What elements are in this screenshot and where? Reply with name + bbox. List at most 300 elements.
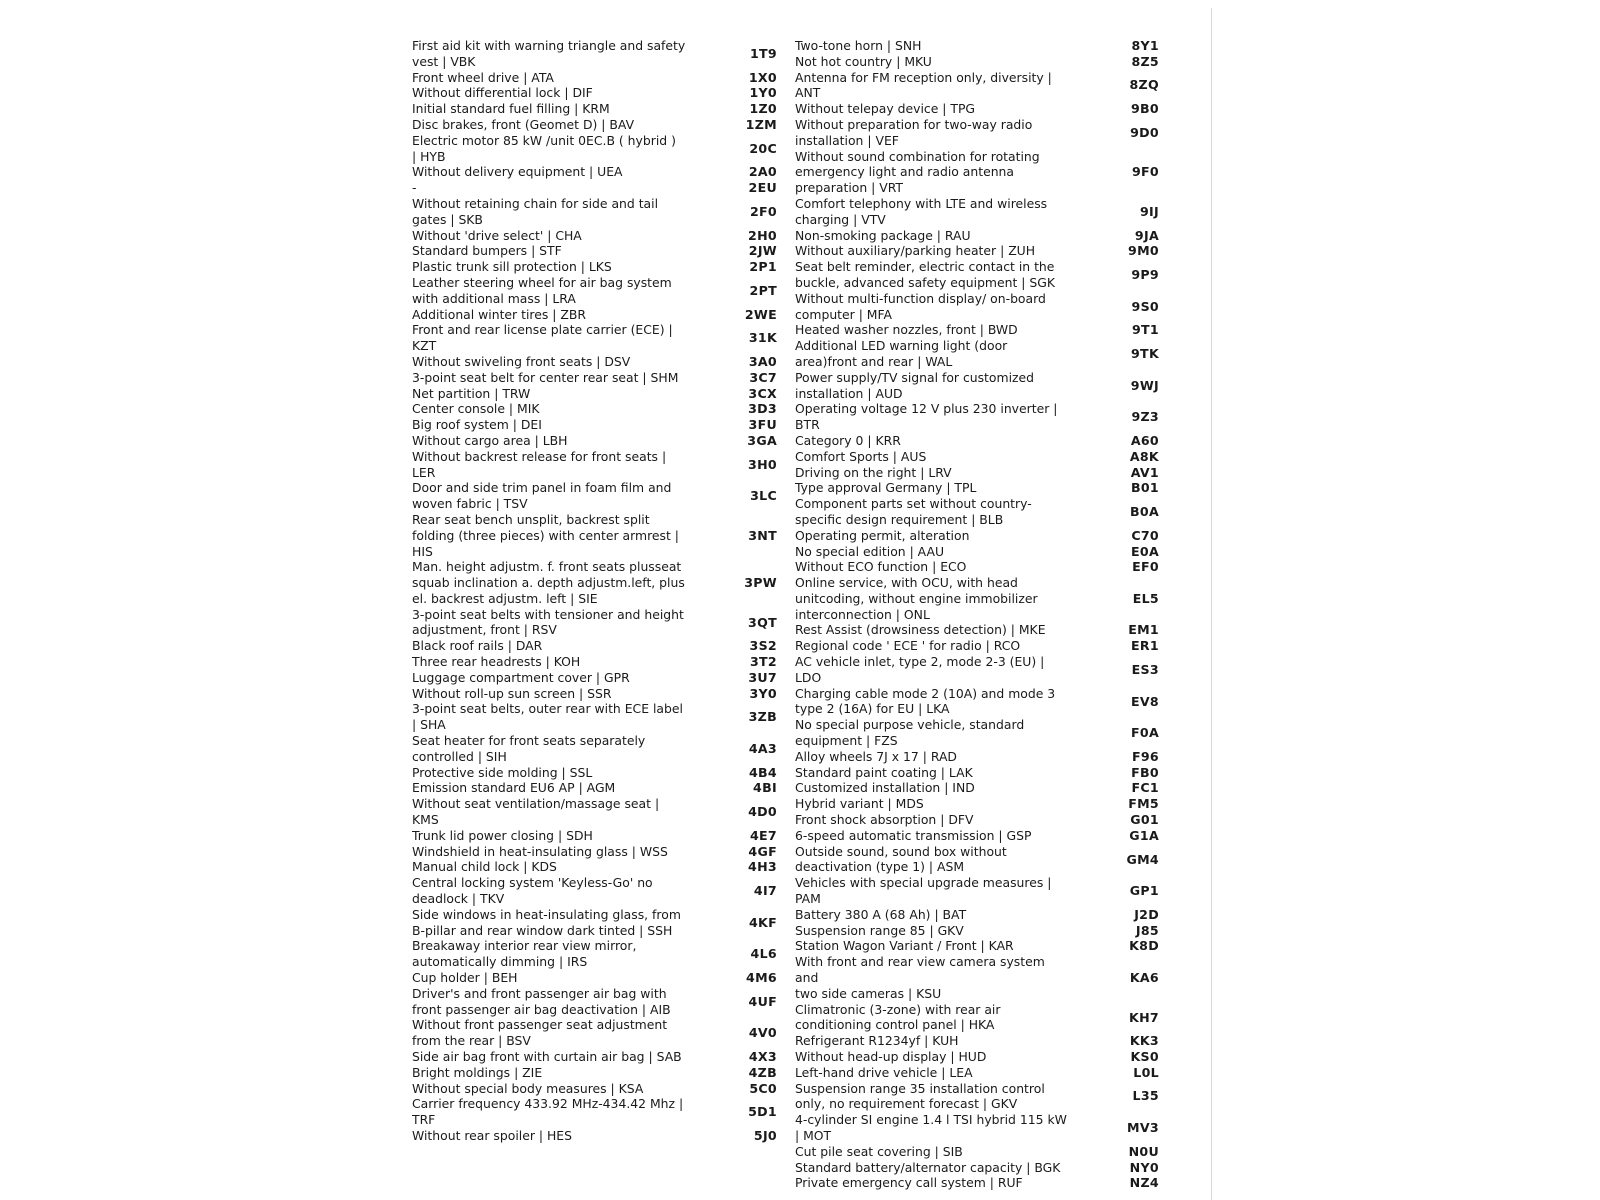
equipment-row <box>795 1160 1167 1176</box>
equipment-code: J2D <box>1134 906 1159 922</box>
equipment-description: Operating voltage 12 V plus 230 inverter | BTR <box>795 401 1058 433</box>
equipment-code: ES3 <box>1131 661 1159 677</box>
equipment-description: Without front passenger seat adjustment from the rear | BSV <box>412 1017 668 1049</box>
equipment-description: Charging cable mode 2 (10A) and mode 3 type 2 (16A) for EU | LKA <box>795 685 1056 717</box>
equipment-row <box>795 654 1167 686</box>
equipment-description: 6-speed automatic transmission | GSP <box>795 827 1032 843</box>
equipment-row <box>412 449 787 481</box>
equipment-description: Initial standard fuel filling | KRM <box>412 101 610 117</box>
equipment-row <box>795 780 1167 796</box>
equipment-code: EM1 <box>1128 622 1159 638</box>
equipment-row <box>412 844 787 860</box>
equipment-description: Luggage compartment cover | GPR <box>412 669 630 685</box>
equipment-description: Power supply/TV signal for customized installation | AUD <box>795 369 1035 401</box>
equipment-code: 3LC <box>750 488 777 504</box>
equipment-code: 4I7 <box>753 883 777 899</box>
equipment-description: Not hot country | MKU <box>795 53 932 69</box>
equipment-row <box>795 938 1167 954</box>
equipment-description: Front wheel drive | ATA <box>412 69 554 85</box>
equipment-row <box>412 275 787 307</box>
equipment-row <box>795 338 1167 370</box>
equipment-code: B01 <box>1130 480 1159 496</box>
equipment-description: Battery 380 A (68 Ah) | BAT <box>795 906 967 922</box>
equipment-row <box>795 1065 1167 1081</box>
equipment-description: 3-point seat belt for center rear seat | SHM <box>412 369 679 385</box>
equipment-code: 1T9 <box>749 45 777 61</box>
equipment-row <box>795 228 1167 244</box>
equipment-description: Online service, with OCU, with head unitcoding, without engine immobilizer interconnection | ONL <box>795 575 1038 622</box>
equipment-row <box>412 654 787 670</box>
equipment-description: Emission standard EU6 AP | AGM <box>412 780 616 796</box>
equipment-row <box>795 954 1167 1001</box>
equipment-code: 3FU <box>748 417 777 433</box>
equipment-row <box>412 559 787 606</box>
equipment-code: 8Y1 <box>1131 38 1159 53</box>
equipment-code: 3Y0 <box>749 685 777 701</box>
equipment-row <box>795 622 1167 638</box>
equipment-row <box>412 180 787 196</box>
equipment-code: 2H0 <box>748 227 777 243</box>
equipment-description: Heated washer nozzles, front | BWD <box>795 322 1018 338</box>
equipment-row <box>412 164 787 180</box>
equipment-row <box>412 938 787 970</box>
equipment-description: Protective side molding | SSL <box>412 764 593 780</box>
equipment-row <box>412 101 787 117</box>
equipment-code: 2WE <box>744 306 777 322</box>
equipment-description: Private emergency call system | RUF <box>795 1175 1023 1191</box>
equipment-code: 1Y0 <box>749 85 777 101</box>
equipment-code: 2F0 <box>749 203 777 219</box>
equipment-row <box>795 559 1167 575</box>
equipment-row <box>412 370 787 386</box>
equipment-description: Standard battery/alternator capacity | BGK <box>795 1159 1061 1175</box>
equipment-row <box>412 1096 787 1128</box>
equipment-description: Plastic trunk sill protection | LKS <box>412 259 612 275</box>
equipment-row <box>412 670 787 686</box>
equipment-description: Man. height adjustm. f. front seats plusseat squab inclination a. depth adjustm.left, plus el. backrest adjustm. left | SIE <box>412 559 685 606</box>
equipment-row <box>412 828 787 844</box>
equipment-row <box>795 749 1167 765</box>
equipment-description: Two-tone horn | SNH <box>795 38 922 53</box>
equipment-row <box>412 133 787 165</box>
equipment-code: 9B0 <box>1130 101 1159 117</box>
equipment-code: 5D1 <box>748 1104 777 1120</box>
equipment-code: E0A <box>1130 543 1159 559</box>
equipment-code: 2JW <box>748 243 777 259</box>
equipment-description: Comfort telephony with LTE and wireless charging | VTV <box>795 195 1048 227</box>
equipment-row <box>795 544 1167 560</box>
equipment-code: 4D0 <box>748 804 777 820</box>
equipment-description: Seat heater for front seats separately controlled | SIH <box>412 733 646 764</box>
equipment-code: 9JA <box>1134 227 1159 243</box>
equipment-description: Door and side trim panel in foam film and woven fabric | TSV <box>412 480 672 512</box>
equipment-description: Breakaway interior rear view mirror, automatically dimming | IRS <box>412 938 637 970</box>
equipment-row <box>412 986 787 1018</box>
equipment-row <box>795 322 1167 338</box>
equipment-code: F96 <box>1131 748 1159 764</box>
equipment-row <box>795 923 1167 939</box>
equipment-description: Without 'drive select' | CHA <box>412 227 582 243</box>
equipment-code: 3PW <box>744 575 777 591</box>
equipment-code: FC1 <box>1131 780 1159 796</box>
equipment-description: Comfort Sports | AUS <box>795 448 927 464</box>
equipment-description: - <box>412 180 417 196</box>
equipment-code: 1X0 <box>748 69 777 85</box>
equipment-code: K8D <box>1129 938 1159 954</box>
equipment-row <box>795 828 1167 844</box>
page-edge-divider <box>1211 8 1212 1200</box>
equipment-description: AC vehicle inlet, type 2, mode 2-3 (EU) | LDO <box>795 654 1045 685</box>
equipment-code: F0A <box>1130 725 1159 741</box>
equipment-row <box>412 512 787 559</box>
equipment-row <box>795 70 1167 102</box>
equipment-code: A8K <box>1129 448 1159 464</box>
equipment-description: Without backrest release for front seats | LER <box>412 448 667 480</box>
equipment-row <box>412 322 787 354</box>
equipment-row <box>412 686 787 702</box>
equipment-row <box>795 796 1167 812</box>
equipment-row <box>795 465 1167 481</box>
equipment-code: 9F0 <box>1131 164 1159 180</box>
equipment-description: With front and rear view camera system and two side cameras | KSU <box>795 954 1045 1001</box>
equipment-code: G01 <box>1130 812 1159 828</box>
equipment-code: 4A3 <box>748 740 777 756</box>
equipment-code: 3CX <box>748 385 777 401</box>
equipment-row <box>412 70 787 86</box>
equipment-row <box>795 528 1167 544</box>
equipment-code: 4M6 <box>746 970 777 986</box>
equipment-description: Seat belt reminder, electric contact in the buckle, advanced safety equipment | SGK <box>795 259 1055 290</box>
equipment-row <box>795 370 1167 402</box>
equipment-code: L35 <box>1132 1088 1159 1104</box>
equipment-description: Three rear headrests | KOH <box>412 654 581 670</box>
equipment-description: Component parts set without country- specific design requirement | BLB <box>795 496 1032 527</box>
equipment-code: 5J0 <box>753 1127 777 1143</box>
equipment-code: G1A <box>1129 827 1159 843</box>
equipment-description: Electric motor 85 kW /unit 0EC.B ( hybrid ) | HYB <box>412 132 676 164</box>
equipment-row <box>412 875 787 907</box>
equipment-row <box>795 196 1167 228</box>
equipment-row <box>795 1002 1167 1034</box>
equipment-list-left-column <box>412 38 787 1144</box>
equipment-description: Type approval Germany | TPL <box>795 480 977 496</box>
equipment-row <box>412 1049 787 1065</box>
equipment-row <box>412 733 787 765</box>
equipment-description: Center console | MIK <box>412 401 540 417</box>
equipment-description: Without ECO function | ECO <box>795 559 967 575</box>
equipment-row <box>795 480 1167 496</box>
equipment-code: 2P1 <box>749 259 777 275</box>
equipment-description: Side windows in heat-insulating glass, from B-pillar and rear window dark tinted | SSH <box>412 906 681 938</box>
equipment-description: Suspension range 85 | GKV <box>795 922 964 938</box>
equipment-row <box>412 228 787 244</box>
equipment-description: Without head-up display | HUD <box>795 1049 987 1064</box>
equipment-row <box>412 117 787 133</box>
equipment-row <box>795 401 1167 433</box>
equipment-description: Operating permit, alteration <box>795 527 970 543</box>
equipment-code: 3A0 <box>748 353 777 369</box>
equipment-row <box>412 780 787 796</box>
equipment-description: No special purpose vehicle, standard equipment | FZS <box>795 717 1025 749</box>
equipment-description: Alloy wheels 7J x 17 | RAD <box>795 748 957 764</box>
equipment-description: Vehicles with special upgrade measures | PAM <box>795 875 1052 907</box>
equipment-code: 2EU <box>748 180 777 196</box>
equipment-row <box>795 1033 1167 1049</box>
equipment-description: Without swiveling front seats | DSV <box>412 353 631 369</box>
equipment-code: 9M0 <box>1128 243 1159 259</box>
equipment-code: 4GF <box>748 843 777 859</box>
equipment-row <box>412 386 787 402</box>
equipment-description: Climatronic (3-zone) with rear air conditioning control panel | HKA <box>795 1001 1001 1033</box>
equipment-description: Regional code ' ECE ' for radio | RCO <box>795 638 1021 654</box>
equipment-row <box>412 701 787 733</box>
equipment-code: 4L6 <box>750 946 777 962</box>
equipment-description: Without multi-function display/ on-board computer | MFA <box>795 290 1046 322</box>
equipment-code: 3C7 <box>749 369 777 385</box>
equipment-code: MV3 <box>1127 1120 1159 1136</box>
equipment-description: Additional LED warning light (door area)front and rear | WAL <box>795 338 1008 369</box>
equipment-description: Cup holder | BEH <box>412 970 518 986</box>
equipment-description: Outside sound, sound box without deactivation (type 1) | ASM <box>795 843 1007 875</box>
equipment-row <box>412 638 787 654</box>
equipment-code: EV8 <box>1130 693 1159 709</box>
equipment-row <box>795 1112 1167 1144</box>
equipment-description: Standard bumpers | STF <box>412 243 562 259</box>
equipment-description: Net partition | TRW <box>412 385 531 401</box>
equipment-row <box>795 686 1167 718</box>
equipment-description: Station Wagon Variant / Front | KAR <box>795 938 1014 954</box>
equipment-code: 2PT <box>749 282 777 298</box>
equipment-code: 9Z3 <box>1131 409 1159 425</box>
equipment-description: Leather steering wheel for air bag system with additional mass | LRA <box>412 274 672 306</box>
equipment-description: Without cargo area | LBH <box>412 432 568 448</box>
equipment-code: EL5 <box>1132 590 1159 606</box>
equipment-description: Without telepay device | TPG <box>795 101 976 117</box>
equipment-row <box>795 717 1167 749</box>
equipment-code: KS0 <box>1130 1049 1159 1064</box>
equipment-description: Antenna for FM reception only, diversity | ANT <box>795 69 1052 101</box>
equipment-row <box>795 907 1167 923</box>
equipment-row <box>795 1049 1167 1065</box>
equipment-code: A60 <box>1130 432 1159 448</box>
equipment-code: 4B4 <box>748 764 777 780</box>
equipment-row <box>412 433 787 449</box>
equipment-row <box>412 417 787 433</box>
equipment-description: Left-hand drive vehicle | LEA <box>795 1064 973 1080</box>
equipment-row <box>795 117 1167 149</box>
equipment-row <box>795 449 1167 465</box>
equipment-code: GP1 <box>1129 883 1159 899</box>
equipment-description: Standard paint coating | LAK <box>795 764 973 780</box>
equipment-row <box>795 496 1167 528</box>
equipment-description: Disc brakes, front (Geomet D) | BAV <box>412 116 635 132</box>
equipment-row <box>412 196 787 228</box>
equipment-code: 3S2 <box>749 638 777 654</box>
equipment-row <box>412 1065 787 1081</box>
equipment-description: Without seat ventilation/massage seat | KMS <box>412 796 660 828</box>
equipment-code: GM4 <box>1126 851 1159 867</box>
equipment-code: 4E7 <box>749 827 777 843</box>
equipment-row <box>412 970 787 986</box>
equipment-row <box>412 480 787 512</box>
equipment-row <box>795 812 1167 828</box>
equipment-description: Trunk lid power closing | SDH <box>412 827 593 843</box>
equipment-code: 2A0 <box>748 164 777 180</box>
equipment-row <box>412 307 787 323</box>
equipment-code: 4ZB <box>748 1064 777 1080</box>
equipment-code: KA6 <box>1129 970 1159 986</box>
equipment-description: Manual child lock | KDS <box>412 859 557 875</box>
equipment-description: Without retaining chain for side and tail gates | SKB <box>412 195 659 227</box>
equipment-row <box>795 875 1167 907</box>
equipment-description: Non-smoking package | RAU <box>795 227 971 243</box>
equipment-row <box>412 765 787 781</box>
equipment-code: 3GA <box>747 432 777 448</box>
equipment-code: 3H0 <box>748 456 777 472</box>
equipment-code: KH7 <box>1129 1009 1159 1025</box>
equipment-description: 4-cylinder SI engine 1.4 l TSI hybrid 115 kW | MOT <box>795 1112 1067 1143</box>
equipment-description: Carrier frequency 433.92 MHz-434.42 Mhz | TRF <box>412 1096 684 1128</box>
equipment-code: 5C0 <box>749 1080 777 1096</box>
equipment-description: Without delivery equipment | UEA <box>412 164 623 180</box>
equipment-code: 4X3 <box>748 1049 777 1064</box>
equipment-code: 9IJ <box>1139 203 1159 219</box>
equipment-code: FM5 <box>1128 796 1159 812</box>
equipment-code: 9D0 <box>1130 124 1159 140</box>
equipment-description: Additional winter tires | ZBR <box>412 306 586 322</box>
equipment-code: N0U <box>1128 1143 1159 1159</box>
equipment-code: KK3 <box>1129 1033 1159 1049</box>
equipment-code: 3ZB <box>748 709 777 725</box>
equipment-list-right-column <box>795 38 1167 1191</box>
equipment-code: L0L <box>1133 1064 1159 1080</box>
equipment-row <box>795 243 1167 259</box>
equipment-row <box>795 101 1167 117</box>
equipment-row <box>795 638 1167 654</box>
equipment-row <box>412 259 787 275</box>
equipment-row <box>795 844 1167 876</box>
equipment-code: B0A <box>1129 504 1159 519</box>
equipment-code: 9P9 <box>1131 267 1159 283</box>
equipment-description: No special edition | AAU <box>795 543 945 559</box>
equipment-description: Without rear spoiler | HES <box>412 1127 573 1143</box>
equipment-code: EF0 <box>1132 559 1159 575</box>
equipment-row <box>795 54 1167 70</box>
equipment-description: Without roll-up sun screen | SSR <box>412 685 612 701</box>
equipment-row <box>412 796 787 828</box>
equipment-description: Without sound combination for rotating emergency light and radio antenna preparation | VRT <box>795 148 1040 196</box>
equipment-code: ER1 <box>1131 638 1159 654</box>
equipment-code: C70 <box>1131 527 1159 543</box>
equipment-description: Driving on the right | LRV <box>795 464 952 480</box>
equipment-description: Front and rear license plate carrier (ECE) | KZT <box>412 322 673 354</box>
equipment-row <box>795 38 1167 54</box>
equipment-description: Front shock absorption | DFV <box>795 812 974 828</box>
equipment-code: AV1 <box>1130 464 1159 480</box>
equipment-description: Side air bag front with curtain air bag | SAB <box>412 1049 682 1064</box>
equipment-row <box>795 433 1167 449</box>
equipment-code: 3D3 <box>748 401 777 417</box>
equipment-description: Big roof system | DEI <box>412 417 542 433</box>
equipment-code: 3U7 <box>748 669 777 685</box>
equipment-description: 3-point seat belts, outer rear with ECE label | SHA <box>412 701 683 733</box>
equipment-row <box>412 85 787 101</box>
equipment-code: FB0 <box>1131 764 1159 780</box>
equipment-description: Without differential lock | DIF <box>412 85 593 101</box>
equipment-description: Driver's and front passenger air bag with front passenger air bag deactivation | AIB <box>412 985 671 1017</box>
equipment-code: 4V0 <box>748 1025 777 1041</box>
equipment-description: Category 0 | KRR <box>795 432 901 448</box>
equipment-row <box>795 149 1167 196</box>
equipment-row <box>412 1128 787 1144</box>
equipment-row <box>412 1017 787 1049</box>
equipment-code: 8Z5 <box>1131 53 1159 69</box>
equipment-description: Cut pile seat covering | SIB <box>795 1143 963 1159</box>
equipment-description: Rear seat bench unsplit, backrest split folding (three pieces) with center armrest | HIS <box>412 511 679 559</box>
equipment-code: 4UF <box>748 993 777 1009</box>
equipment-code: 8ZQ <box>1129 77 1159 93</box>
equipment-description: Customized installation | IND <box>795 780 975 796</box>
equipment-code: 4KF <box>748 914 777 930</box>
equipment-description: Rest Assist (drowsiness detection) | MKE <box>795 622 1046 638</box>
equipment-row <box>795 1175 1167 1191</box>
equipment-description: Suspension range 35 installation control only, no requirement forecast | GKV <box>795 1080 1045 1112</box>
equipment-description: Without preparation for two-way radio installation | VEF <box>795 116 1033 148</box>
equipment-description: Hybrid variant | MDS <box>795 796 924 812</box>
equipment-row <box>795 765 1167 781</box>
equipment-description: Without special body measures | KSA <box>412 1080 644 1096</box>
equipment-row <box>795 575 1167 622</box>
equipment-description: Windshield in heat-insulating glass | WSS <box>412 843 668 859</box>
equipment-code: 9WJ <box>1130 377 1159 393</box>
equipment-row <box>412 354 787 370</box>
equipment-description: Bright moldings | ZIE <box>412 1064 543 1080</box>
equipment-code: 9TK <box>1130 346 1159 362</box>
equipment-code: 9S0 <box>1131 298 1159 314</box>
equipment-row <box>795 291 1167 323</box>
equipment-row <box>412 243 787 259</box>
equipment-description: Central locking system 'Keyless-Go' no deadlock | TKV <box>412 875 653 907</box>
equipment-code: 9T1 <box>1131 322 1159 338</box>
equipment-description: 3-point seat belts with tensioner and height adjustment, front | RSV <box>412 606 684 638</box>
equipment-row <box>412 38 787 70</box>
equipment-row <box>412 1081 787 1097</box>
equipment-code: NY0 <box>1129 1159 1159 1175</box>
equipment-row <box>412 859 787 875</box>
equipment-description: Black roof rails | DAR <box>412 638 543 654</box>
equipment-description: Without auxiliary/parking heater | ZUH <box>795 243 1036 259</box>
equipment-code: J85 <box>1135 922 1159 938</box>
equipment-code: 4BI <box>753 780 777 796</box>
equipment-row <box>412 607 787 639</box>
equipment-row <box>412 907 787 939</box>
equipment-code: 4H3 <box>748 859 777 875</box>
equipment-row <box>795 1081 1167 1113</box>
equipment-code: NZ4 <box>1129 1175 1159 1191</box>
equipment-description: First aid kit with warning triangle and safety vest | VBK <box>412 38 686 69</box>
equipment-code: 3T2 <box>749 654 777 670</box>
equipment-code: 1Z0 <box>749 101 777 117</box>
equipment-code: 3QT <box>748 614 777 630</box>
equipment-row <box>795 259 1167 291</box>
equipment-row <box>795 1144 1167 1160</box>
equipment-row <box>412 401 787 417</box>
equipment-code: 31K <box>748 330 777 346</box>
equipment-description: Refrigerant R1234yf | KUH <box>795 1033 959 1049</box>
equipment-code: 3NT <box>748 527 777 543</box>
equipment-code: 1ZM <box>745 116 777 132</box>
equipment-code: 20C <box>749 140 777 156</box>
